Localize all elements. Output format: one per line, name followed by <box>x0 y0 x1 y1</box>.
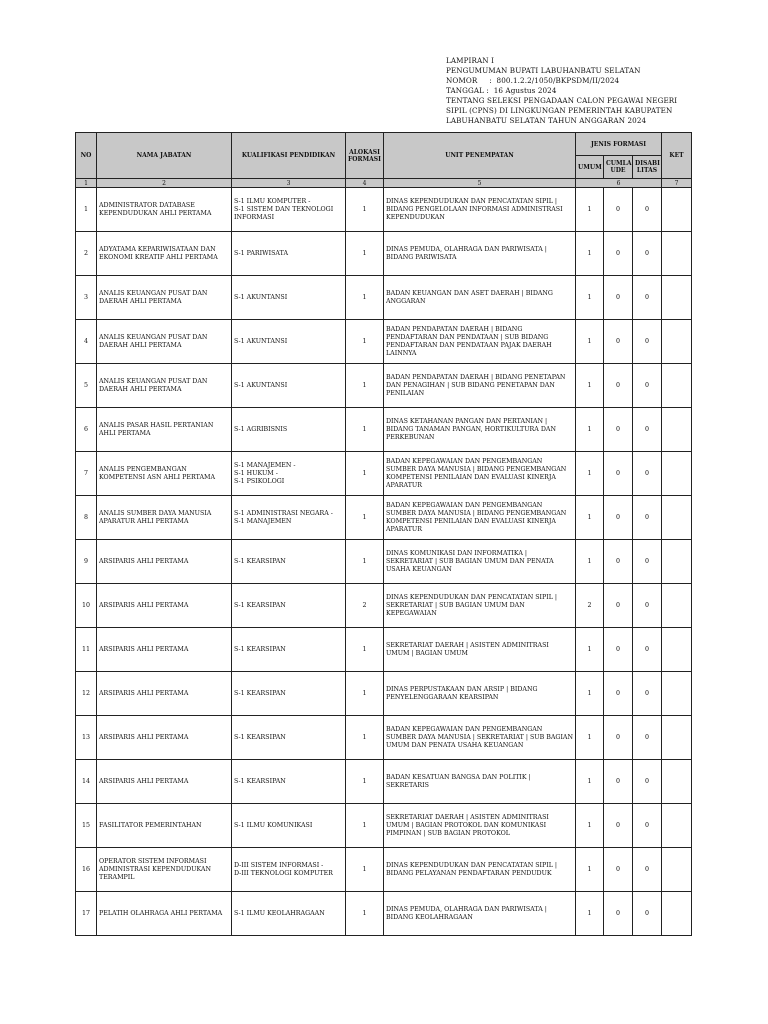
cell-disabilitas: 0 <box>633 540 662 584</box>
cell-cumlaude: 0 <box>604 320 633 364</box>
cell-nama-jabatan: ANALIS SUMBER DAYA MANUSIA APARATUR AHLI PERTAMA <box>97 496 232 540</box>
cell-unit: DINAS KEPENDUDUKAN DAN PENCATATAN SIPIL | BIDANG PENGELOLAAN INFORMASI ADMINISTRASI KEPENDUDUKAN <box>384 188 576 232</box>
header-line-nomor: NOMOR : 800.1.2.2/1050/BKPSDM/II/2024 <box>446 76 620 85</box>
cell-ket <box>662 408 692 452</box>
cell-ket <box>662 364 692 408</box>
cell-unit: BADAN PENDAPATAN DAERAH | BIDANG PENETAPAN DAN PENAGIHAN | SUB BIDANG PENETAPAN DAN PENILAIAN <box>384 364 576 408</box>
cell-alokasi: 1 <box>346 320 384 364</box>
cell-cumlaude: 0 <box>604 716 633 760</box>
cell-umum: 1 <box>576 672 604 716</box>
cell-no: 11 <box>76 628 97 672</box>
cell-kualifikasi: S-1 KEARSIPAN <box>232 584 346 628</box>
cell-no: 15 <box>76 804 97 848</box>
cell-alokasi: 1 <box>346 276 384 320</box>
col-number-4: 4 <box>346 179 384 188</box>
cell-nama-jabatan: ANALIS KEUANGAN PUSAT DAN DAERAH AHLI PERTAMA <box>97 276 232 320</box>
cell-no: 12 <box>76 672 97 716</box>
cell-kualifikasi: S-1 KEARSIPAN <box>232 672 346 716</box>
cell-umum: 1 <box>576 848 604 892</box>
table-row <box>76 496 692 540</box>
cell-nama-jabatan: ARSIPARIS AHLI PERTAMA <box>97 628 232 672</box>
cell-no: 7 <box>76 452 97 496</box>
cell-ket <box>662 188 692 232</box>
cell-nama-jabatan: ADYATAMA KEPARIWISATAAN DAN EKONOMI KREATIF AHLI PERTAMA <box>97 232 232 276</box>
cell-no: 10 <box>76 584 97 628</box>
header-nama-jabatan: NAMA JABATAN <box>97 133 232 179</box>
cell-disabilitas: 0 <box>633 716 662 760</box>
header-cumlaude: CUMLA UDE <box>604 156 633 179</box>
cell-disabilitas: 0 <box>633 628 662 672</box>
cell-cumlaude: 0 <box>604 452 633 496</box>
cell-disabilitas: 0 <box>633 804 662 848</box>
cell-unit: SEKRETARIAT DAERAH | ASISTEN ADMINITRASI UMUM | BAGIAN UMUM <box>384 628 576 672</box>
cell-unit: DINAS PERPUSTAKAAN DAN ARSIP | BIDANG PENYELENGGARAAN KEARSIPAN <box>384 672 576 716</box>
cell-no: 2 <box>76 232 97 276</box>
cell-ket <box>662 496 692 540</box>
cell-alokasi: 1 <box>346 760 384 804</box>
cell-nama-jabatan: ANALIS PENGEMBANGAN KOMPETENSI ASN AHLI PERTAMA <box>97 452 232 496</box>
cell-kualifikasi: S-1 KEARSIPAN <box>232 716 346 760</box>
cell-kualifikasi: S-1 KEARSIPAN <box>232 628 346 672</box>
header-line-tentang-3: LABUHANBATU SELATAN TAHUN ANGGARAN 2024 <box>446 116 647 125</box>
col-number-7: 7 <box>662 179 692 188</box>
cell-umum: 1 <box>576 628 604 672</box>
col-number-1: 1 <box>76 179 97 188</box>
cell-kualifikasi: S-1 ILMU KOMUNIKASI <box>232 804 346 848</box>
cell-cumlaude: 0 <box>604 760 633 804</box>
cell-alokasi: 1 <box>346 892 384 936</box>
table-row <box>76 320 692 364</box>
cell-nama-jabatan: ARSIPARIS AHLI PERTAMA <box>97 716 232 760</box>
cell-nama-jabatan: ANALIS KEUANGAN PUSAT DAN DAERAH AHLI PERTAMA <box>97 320 232 364</box>
header-kualifikasi: KUALIFIKASI PENDIDIKAN <box>232 133 346 179</box>
header-unit: UNIT PENEMPATAN <box>384 133 576 179</box>
cell-ket <box>662 716 692 760</box>
cell-ket <box>662 760 692 804</box>
cell-alokasi: 2 <box>346 584 384 628</box>
cell-kualifikasi: S-1 KEARSIPAN <box>232 760 346 804</box>
cell-unit: DINAS KEPENDUDUKAN DAN PENCATATAN SIPIL | BIDANG PELAYANAN PENDAFTARAN PENDUDUK <box>384 848 576 892</box>
header-jenis-formasi: JENIS FORMASI <box>576 133 662 156</box>
table-row <box>76 804 692 848</box>
header-line-pengumuman: PENGUMUMAN BUPATI LABUHANBATU SELATAN <box>446 66 641 75</box>
cell-nama-jabatan: FASILITATOR PEMERINTAHAN <box>97 804 232 848</box>
table-row <box>76 892 692 936</box>
cell-ket <box>662 540 692 584</box>
table-row <box>76 276 692 320</box>
cell-unit: BADAN KESATUAN BANGSA DAN POLITIK | SEKRETARIS <box>384 760 576 804</box>
cell-disabilitas: 0 <box>633 276 662 320</box>
cell-unit: SEKRETARIAT DAERAH | ASISTEN ADMINITRASI UMUM | BAGIAN PROTOKOL DAN KOMUNIKASI PIMPINAN | SUB BAGIAN PROTOKOL <box>384 804 576 848</box>
cell-cumlaude: 0 <box>604 672 633 716</box>
header-ket: KET <box>662 133 692 179</box>
cell-disabilitas: 0 <box>633 672 662 716</box>
cell-umum: 1 <box>576 540 604 584</box>
cell-unit: DINAS KEPENDUDUKAN DAN PENCATATAN SIPIL | SEKRETARIAT | SUB BAGIAN UMUM DAN KEPEGAWAIAN <box>384 584 576 628</box>
col-number-2: 2 <box>97 179 232 188</box>
cell-unit: BADAN KEPEGAWAIAN DAN PENGEMBANGAN SUMBER DAYA MANUSIA | SEKRETARIAT | SUB BAGIAN UMUM DAN PENATA USAHA KEUANGAN <box>384 716 576 760</box>
cell-cumlaude: 0 <box>604 804 633 848</box>
table-row <box>76 364 692 408</box>
header-line-tentang-1: TENTANG SELEKSI PENGADAAN CALON PEGAWAI NEGERI <box>446 96 678 105</box>
cell-ket <box>662 232 692 276</box>
cell-kualifikasi: S-1 AKUNTANSI <box>232 276 346 320</box>
cell-cumlaude: 0 <box>604 188 633 232</box>
table-row <box>76 232 692 276</box>
table-row <box>76 540 692 584</box>
cell-disabilitas: 0 <box>633 408 662 452</box>
header-disabilitas: DISABI LITAS <box>633 156 662 179</box>
cell-alokasi: 1 <box>346 364 384 408</box>
cell-ket <box>662 320 692 364</box>
cell-no: 13 <box>76 716 97 760</box>
cell-umum: 1 <box>576 452 604 496</box>
cell-cumlaude: 0 <box>604 628 633 672</box>
table-row <box>76 452 692 496</box>
cell-ket <box>662 892 692 936</box>
table-row <box>76 716 692 760</box>
cell-nama-jabatan: ARSIPARIS AHLI PERTAMA <box>97 672 232 716</box>
table-row <box>76 848 692 892</box>
header-line-lampiran: LAMPIRAN I <box>446 56 495 65</box>
cell-disabilitas: 0 <box>633 364 662 408</box>
cell-umum: 1 <box>576 716 604 760</box>
cell-nama-jabatan: ARSIPARIS AHLI PERTAMA <box>97 584 232 628</box>
cell-umum: 1 <box>576 276 604 320</box>
cell-no: 14 <box>76 760 97 804</box>
cell-alokasi: 1 <box>346 188 384 232</box>
cell-alokasi: 1 <box>346 628 384 672</box>
table-row <box>76 584 692 628</box>
table-row <box>76 628 692 672</box>
cell-cumlaude: 0 <box>604 892 633 936</box>
table-row <box>76 188 692 232</box>
cell-no: 9 <box>76 540 97 584</box>
cell-ket <box>662 804 692 848</box>
cell-no: 5 <box>76 364 97 408</box>
cell-kualifikasi: S-1 AKUNTANSI <box>232 320 346 364</box>
table-body <box>76 188 692 936</box>
cell-cumlaude: 0 <box>604 232 633 276</box>
col-number-3: 3 <box>232 179 346 188</box>
cell-kualifikasi: S-1 AKUNTANSI <box>232 364 346 408</box>
cell-no: 16 <box>76 848 97 892</box>
cell-kualifikasi: S-1 KEARSIPAN <box>232 540 346 584</box>
cell-ket <box>662 628 692 672</box>
cell-ket <box>662 452 692 496</box>
cell-kualifikasi: D-III SISTEM INFORMASI - D-III TEKNOLOGI KOMPUTER <box>232 848 346 892</box>
cell-umum: 1 <box>576 364 604 408</box>
col-number-5: 5 <box>384 179 576 188</box>
cell-ket <box>662 276 692 320</box>
cell-umum: 1 <box>576 232 604 276</box>
cell-disabilitas: 0 <box>633 452 662 496</box>
cell-unit: DINAS KETAHANAN PANGAN DAN PERTANIAN | BIDANG TANAMAN PANGAN, HORTIKULTURA DAN PERKEBUNAN <box>384 408 576 452</box>
header-umum: UMUM <box>576 156 604 179</box>
cell-no: 6 <box>76 408 97 452</box>
cell-alokasi: 1 <box>346 848 384 892</box>
cell-alokasi: 1 <box>346 716 384 760</box>
cell-kualifikasi: S-1 ILMU KOMPUTER - S-1 SISTEM DAN TEKNOLOGI INFORMASI <box>232 188 346 232</box>
cell-disabilitas: 0 <box>633 496 662 540</box>
cell-ket <box>662 584 692 628</box>
cell-no: 8 <box>76 496 97 540</box>
cell-nama-jabatan: ARSIPARIS AHLI PERTAMA <box>97 760 232 804</box>
col-number-6: 6 <box>576 179 662 188</box>
cell-disabilitas: 0 <box>633 584 662 628</box>
cell-unit: BADAN PENDAPATAN DAERAH | BIDANG PENDAFTARAN DAN PENDATAAN | SUB BIDANG PENDAFTARAN DAN PENDATAAN PAJAK DAERAH LAINNYA <box>384 320 576 364</box>
header-alokasi: ALOKASI FORMASI <box>346 133 384 179</box>
cell-cumlaude: 0 <box>604 276 633 320</box>
cell-umum: 1 <box>576 320 604 364</box>
cell-no: 4 <box>76 320 97 364</box>
header-line-tentang-2: SIPIL (CPNS) DI LINGKUNGAN PEMERINTAH KABUPATEN <box>446 106 673 115</box>
cell-disabilitas: 0 <box>633 188 662 232</box>
cell-no: 3 <box>76 276 97 320</box>
cell-nama-jabatan: ANALIS KEUANGAN PUSAT DAN DAERAH AHLI PERTAMA <box>97 364 232 408</box>
header-no: NO <box>76 133 97 179</box>
cell-kualifikasi: S-1 AGRIBISNIS <box>232 408 346 452</box>
cell-umum: 1 <box>576 496 604 540</box>
cell-unit: BADAN KEPEGAWAIAN DAN PENGEMBANGAN SUMBER DAYA MANUSIA | BIDANG PENGEMBANGAN KOMPETENSI PENILAIAN DAN EVALUASI KINERJA APARATUR <box>384 496 576 540</box>
cell-nama-jabatan: ANALIS PASAR HASIL PERTANIAN AHLI PERTAMA <box>97 408 232 452</box>
cell-kualifikasi: S-1 PARIWISATA <box>232 232 346 276</box>
cell-alokasi: 1 <box>346 408 384 452</box>
cell-umum: 1 <box>576 408 604 452</box>
cell-unit: DINAS KOMUNIKASI DAN INFORMATIKA | SEKRETARIAT | SUB BAGIAN UMUM DAN PENATA USAHA KEUANGAN <box>384 540 576 584</box>
document-header <box>446 56 746 126</box>
cell-kualifikasi: S-1 ADMINISTRASI NEGARA - S-1 MANAJEMEN <box>232 496 346 540</box>
cell-disabilitas: 0 <box>633 848 662 892</box>
cell-kualifikasi: S-1 MANAJEMEN - S-1 HUKUM - S-1 PSIKOLOGI <box>232 452 346 496</box>
cell-alokasi: 1 <box>346 672 384 716</box>
cell-unit: BADAN KEUANGAN DAN ASET DAERAH | BIDANG ANGGARAN <box>384 276 576 320</box>
table-row <box>76 760 692 804</box>
cell-ket <box>662 848 692 892</box>
cell-nama-jabatan: ADMINISTRATOR DATABASE KEPENDUDUKAN AHLI PERTAMA <box>97 188 232 232</box>
table-row <box>76 408 692 452</box>
cell-no: 1 <box>76 188 97 232</box>
cell-umum: 1 <box>576 892 604 936</box>
cell-alokasi: 1 <box>346 804 384 848</box>
cell-alokasi: 1 <box>346 232 384 276</box>
cell-unit: BADAN KEPEGAWAIAN DAN PENGEMBANGAN SUMBER DAYA MANUSIA | BIDANG PENGEMBANGAN KOMPETENSI PENILAIAN DAN EVALUASI KINERJA APARATUR <box>384 452 576 496</box>
cell-disabilitas: 0 <box>633 320 662 364</box>
cell-nama-jabatan: PELATIH OLAHRAGA AHLI PERTAMA <box>97 892 232 936</box>
cell-disabilitas: 0 <box>633 892 662 936</box>
cell-unit: DINAS PEMUDA, OLAHRAGA DAN PARIWISATA | BIDANG KEOLAHRAGAAN <box>384 892 576 936</box>
cell-nama-jabatan: ARSIPARIS AHLI PERTAMA <box>97 540 232 584</box>
cell-cumlaude: 0 <box>604 584 633 628</box>
cell-disabilitas: 0 <box>633 232 662 276</box>
cell-alokasi: 1 <box>346 452 384 496</box>
cell-ket <box>662 672 692 716</box>
cell-umum: 2 <box>576 584 604 628</box>
cell-umum: 1 <box>576 804 604 848</box>
cell-alokasi: 1 <box>346 540 384 584</box>
cell-no: 17 <box>76 892 97 936</box>
cell-cumlaude: 0 <box>604 408 633 452</box>
cell-cumlaude: 0 <box>604 540 633 584</box>
header-line-tanggal: TANGGAL : 16 Agustus 2024 <box>446 86 557 95</box>
table-row <box>76 672 692 716</box>
cell-umum: 1 <box>576 760 604 804</box>
cell-cumlaude: 0 <box>604 848 633 892</box>
cell-nama-jabatan: OPERATOR SISTEM INFORMASI ADMINISTRASI KEPENDUDUKAN TERAMPIL <box>97 848 232 892</box>
cell-kualifikasi: S-1 ILMU KEOLAHRAGAAN <box>232 892 346 936</box>
cell-cumlaude: 0 <box>604 496 633 540</box>
cell-unit: DINAS PEMUDA, OLAHRAGA DAN PARIWISATA | BIDANG PARIWISATA <box>384 232 576 276</box>
formasi-table <box>75 132 692 936</box>
cell-disabilitas: 0 <box>633 760 662 804</box>
cell-cumlaude: 0 <box>604 364 633 408</box>
cell-umum: 1 <box>576 188 604 232</box>
cell-alokasi: 1 <box>346 496 384 540</box>
